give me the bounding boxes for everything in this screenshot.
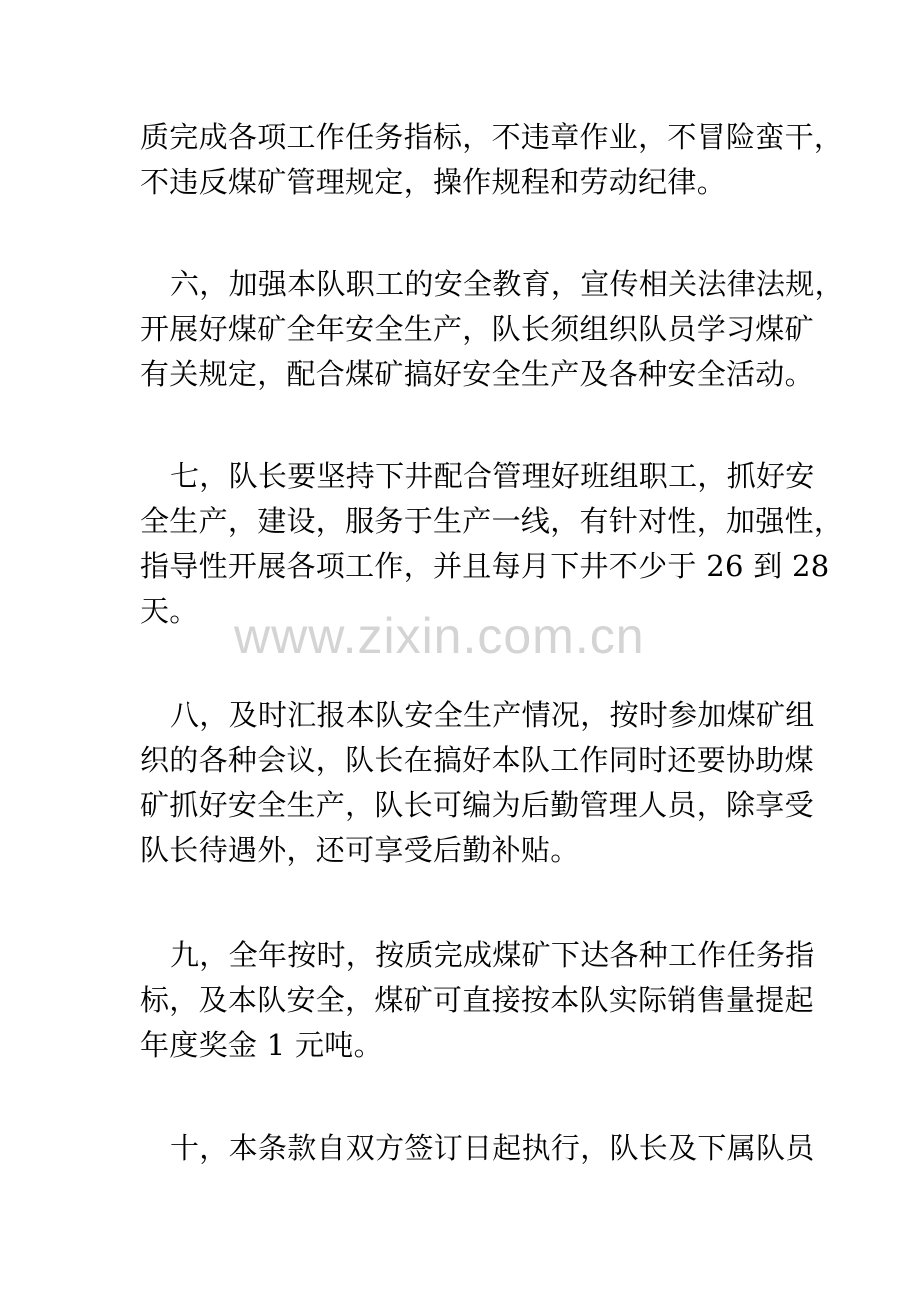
text-line: 指导性开展各项工作，并且每月下井不少于 26 到 28	[140, 549, 830, 583]
text-line: 天。	[140, 594, 199, 628]
text-line: 队长待遇外，还可享受后勤补贴。	[140, 833, 580, 867]
paragraph-10	[140, 1126, 815, 1171]
text-line: 织的各种会议，队长在搞好本队工作同时还要协助煤	[140, 743, 814, 777]
paragraph-8	[140, 693, 815, 873]
text-line: 有关规定，配合煤矿搞好安全生产及各种安全活动。	[140, 357, 814, 391]
text-line: 开展好煤矿全年安全生产，队长须组织队员学习煤矿	[140, 312, 814, 346]
text-line: 八，及时汇报本队安全生产情况，按时参加煤矿组	[170, 698, 815, 732]
text-line: 九，全年按时，按质完成煤矿下达各种工作任务指	[170, 938, 815, 972]
paragraph-5-continued	[140, 115, 844, 205]
text-line: 六，加强本队职工的安全教育，宣传相关法律法规，	[170, 267, 844, 301]
watermark: www.zixin.com.cn	[234, 608, 645, 664]
text-line: 不违反煤矿管理规定，操作规程和劳动纪律。	[140, 165, 727, 199]
text-line: 全生产，建设，服务于生产一线，有针对性，加强性，	[140, 504, 844, 538]
text-line: 七，队长要坚持下井配合管理好班组职工，抓好安	[170, 459, 815, 493]
text-line: 质完成各项工作任务指标，不违章作业，不冒险蛮干，	[140, 120, 844, 154]
text-line: 十，本条款自双方签订日起执行，队长及下属队员	[170, 1131, 815, 1165]
text-line: 矿抓好安全生产，队长可编为后勤管理人员，除享受	[140, 788, 814, 822]
text-line: 年度奖金 1 元吨。	[140, 1028, 383, 1062]
paragraph-9	[140, 933, 815, 1068]
text-line: 标，及本队安全，煤矿可直接按本队实际销售量提起	[140, 983, 814, 1017]
paragraph-6	[140, 262, 844, 397]
